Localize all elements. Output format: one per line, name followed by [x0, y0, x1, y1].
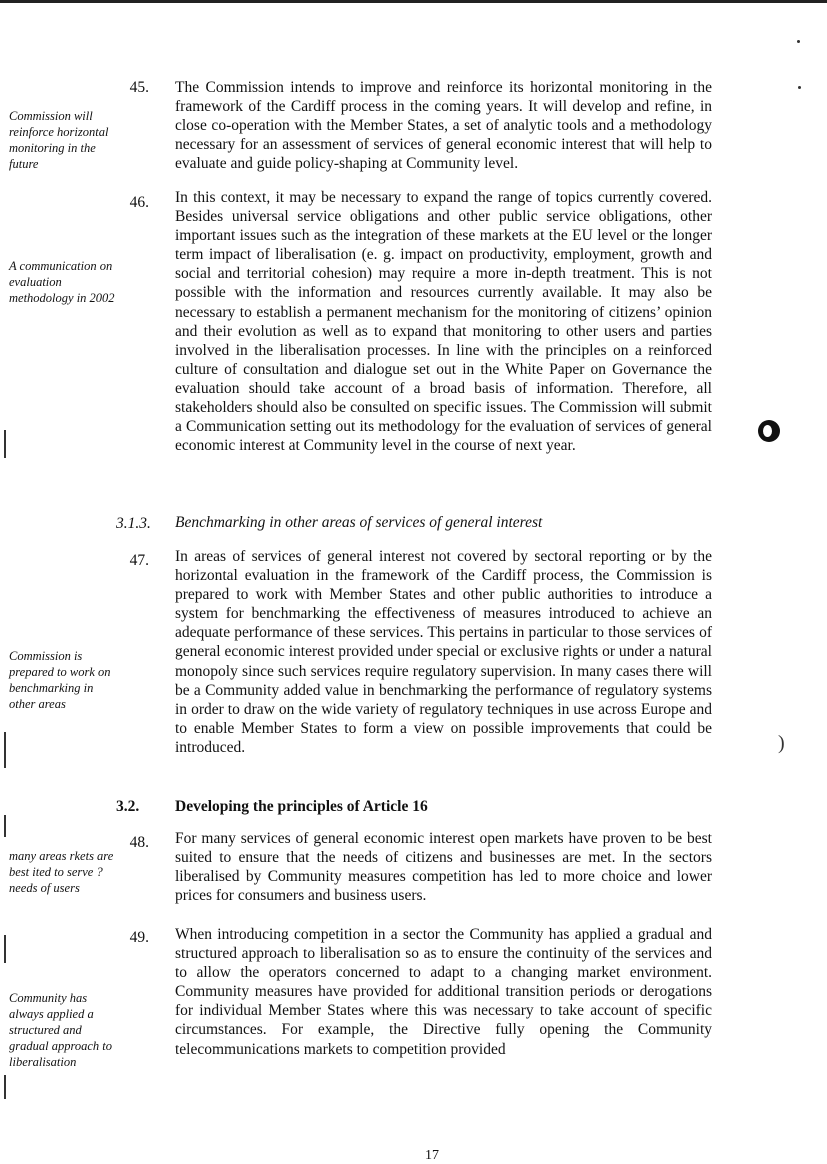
scan-left-mark: [4, 1075, 6, 1099]
paragraph-text: When introducing competition in a sector the Community has applied a gradual and structured approach to liberalisation so as to ensure the continuity of the services and to allow the operators concerned to adapt to a changing market environment. Community measures have provided for additional transition periods or derogations for individual Member States where this was necessary to take account of specific circumstances. For example, the Directive fully opening the Community telecommunications markets to competition provided: [175, 926, 712, 1058]
section-number: 3.2.: [116, 798, 140, 815]
margin-note: A communication on evaluation methodology in 2002: [9, 259, 115, 305]
scan-left-mark: [4, 815, 6, 837]
scan-top-edge: [0, 0, 827, 3]
scan-left-mark: [4, 430, 6, 458]
margin-note: Community has always applied a structured and gradual approach to liberalisation: [9, 991, 113, 1069]
margin-note: Commission is prepared to work on benchmarking in other areas: [9, 649, 111, 711]
paragraph-number: 46.: [129, 194, 149, 211]
margin-note: Commission will reinforce horizontal monitoring in the future: [9, 109, 109, 171]
scan-left-mark: [4, 732, 6, 768]
scan-left-mark: [4, 935, 6, 963]
scan-speck: [797, 40, 800, 43]
section-heading: Developing the principles of Article 16: [175, 798, 428, 815]
paragraph-number: 49.: [129, 929, 149, 946]
paragraph-text: For many services of general economic interest open markets have proven to be best suited to ensure that the needs of citizens and businesses are met. In the sectors liberalised by Community measures competition has led to more choice and lower prices for consumers and business users.: [175, 830, 712, 905]
scan-bracket-mark: ): [778, 732, 785, 754]
page-number: 17: [425, 1148, 439, 1163]
paragraph-number: 48.: [129, 834, 149, 851]
section-number: 3.1.3.: [116, 515, 151, 532]
paragraph-number: 47.: [129, 552, 149, 569]
margin-note: many areas rkets are best ited to serve ? needs of users: [9, 849, 114, 895]
paragraph-text: The Commission intends to improve and reinforce its horizontal monitoring in the framework of the Cardiff process in the coming years. It will develop and refine, in close co-operation with the Member States, a set of analytic tools and a methodology necessary for an assessment of services of general economic interest that will help to evaluate and guide policy-shaping at Community level.: [175, 79, 712, 173]
paragraph-text: In areas of services of general interest not covered by sectoral reporting or by the horizontal evaluation in the framework of the Cardiff process, the Commission is prepared to work with Member States and other public authorities to introduce a system for benchmarking the effectiveness of measures introduced to achieve an adequate performance of these services. This pertains in particular to those services of general economic interest provided under special or exclusive rights or under a natural monopoly since such services require regulatory supervision. In many cases there will be a Community added value in benchmarking the performance of regulatory systems in order to draw on the wide variety of regulatory techniques in use across Europe and to enable Member States to form a view on possible improvements that could be introduced.: [175, 548, 712, 756]
scan-speck: [798, 86, 801, 89]
punch-hole-mark: [758, 420, 780, 442]
section-heading: Benchmarking in other areas of services of general interest: [175, 514, 543, 531]
paragraph-text: In this context, it may be necessary to expand the range of topics currently covered. Besides universal service obligations and other public service obligations, other important issues such as the integration of these markets at the EU level or the longer term impact of liberalisation (e. g. impact on productivity, employment, growth and social and territorial cohesion) may require a more in-depth treatment. This is not possible with the information and resources currently available. It may also be necessary to establish a permanent mechanism for the monitoring of citizens’ opinion and their evolution as well as to expand that monitoring to other users and parties involved in the liberalisation processes. In line with the principles on a reinforced culture of consultation and dialogue set out in the White Paper on Governance the evaluation should take account of a broad basis of information. Therefore, all stakeholders should also be consulted on specific issues. The Commission will submit a Communication setting out its methodology for the evaluation of services of general economic interest at Community level in the course of next year.: [175, 189, 712, 455]
paragraph-number: 45.: [129, 79, 149, 96]
